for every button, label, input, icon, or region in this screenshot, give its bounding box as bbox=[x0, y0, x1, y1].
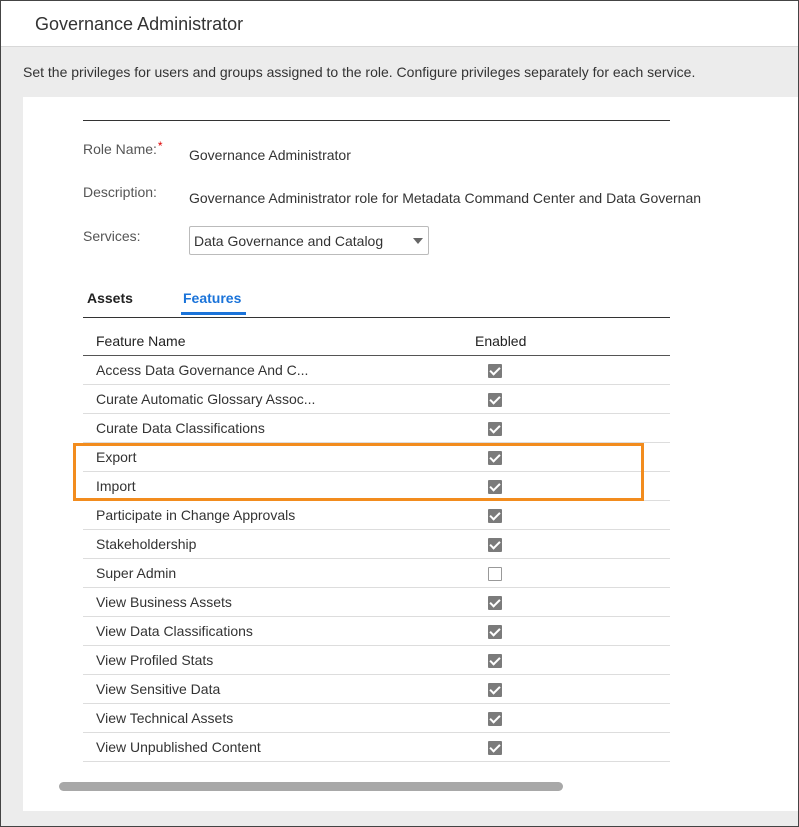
active-tab-indicator bbox=[181, 312, 246, 315]
feature-name: Super Admin bbox=[96, 565, 177, 581]
table-row bbox=[83, 675, 670, 704]
table-row bbox=[83, 559, 670, 588]
features-table bbox=[83, 325, 670, 762]
table-row bbox=[83, 617, 670, 646]
enabled-checkbox[interactable] bbox=[488, 654, 502, 668]
table-row bbox=[83, 588, 670, 617]
feature-name: View Sensitive Data bbox=[96, 681, 221, 697]
horizontal-scrollbar[interactable] bbox=[59, 782, 563, 791]
feature-name: View Data Classifications bbox=[96, 623, 253, 639]
services-selected-value: Data Governance and Catalog bbox=[194, 233, 384, 249]
role-name-label: Role Name:* bbox=[83, 139, 163, 157]
feature-name: Export bbox=[96, 449, 137, 465]
enabled-checkbox[interactable] bbox=[488, 422, 502, 436]
column-header-enabled[interactable]: Enabled bbox=[475, 333, 527, 349]
enabled-checkbox[interactable] bbox=[488, 596, 502, 610]
table-row bbox=[83, 472, 670, 501]
feature-name: Stakeholdership bbox=[96, 536, 197, 552]
enabled-checkbox[interactable] bbox=[488, 683, 502, 697]
table-row bbox=[83, 443, 670, 472]
enabled-checkbox[interactable] bbox=[488, 712, 502, 726]
table-row bbox=[83, 414, 670, 443]
role-name-value: Governance Administrator bbox=[189, 147, 351, 163]
description-label: Description: bbox=[83, 184, 157, 200]
table-row bbox=[83, 646, 670, 675]
table-header bbox=[83, 325, 670, 356]
enabled-checkbox[interactable] bbox=[488, 364, 502, 378]
tab-features[interactable]: Features bbox=[183, 290, 242, 306]
feature-name: View Technical Assets bbox=[96, 710, 234, 726]
title-bar bbox=[1, 1, 798, 47]
feature-name: Curate Data Classifications bbox=[96, 420, 265, 436]
feature-name: View Profiled Stats bbox=[96, 652, 214, 668]
enabled-checkbox[interactable] bbox=[488, 625, 502, 639]
enabled-checkbox[interactable] bbox=[488, 567, 502, 581]
feature-name: Participate in Change Approvals bbox=[96, 507, 296, 523]
table-row bbox=[83, 385, 670, 414]
table-row bbox=[83, 501, 670, 530]
divider bbox=[83, 120, 670, 121]
role-panel bbox=[23, 97, 798, 811]
table-row bbox=[83, 530, 670, 559]
enabled-checkbox[interactable] bbox=[488, 538, 502, 552]
table-row bbox=[83, 733, 670, 762]
enabled-checkbox[interactable] bbox=[488, 480, 502, 494]
feature-name: View Unpublished Content bbox=[96, 739, 261, 755]
required-marker: * bbox=[157, 139, 163, 153]
enabled-checkbox[interactable] bbox=[488, 393, 502, 407]
tab-assets[interactable]: Assets bbox=[87, 290, 133, 306]
enabled-checkbox[interactable] bbox=[488, 741, 502, 755]
enabled-checkbox[interactable] bbox=[488, 509, 502, 523]
chevron-down-icon[interactable] bbox=[413, 238, 423, 244]
instructions-text: Set the privileges for users and groups assigned to the role. Configure privileges separately for each service. bbox=[23, 64, 696, 80]
divider bbox=[83, 317, 670, 318]
enabled-checkbox[interactable] bbox=[488, 451, 502, 465]
table-row bbox=[83, 704, 670, 733]
services-label: Services: bbox=[83, 228, 141, 244]
column-header-feature-name[interactable]: Feature Name bbox=[96, 333, 186, 349]
feature-name: Import bbox=[96, 478, 136, 494]
feature-name: Curate Automatic Glossary Assoc... bbox=[96, 391, 316, 407]
description-value: Governance Administrator role for Metadata Command Center and Data Governan bbox=[189, 190, 702, 206]
page-title: Governance Administrator bbox=[35, 14, 244, 34]
services-dropdown[interactable] bbox=[189, 226, 429, 255]
feature-name: View Business Assets bbox=[96, 594, 232, 610]
feature-name: Access Data Governance And C... bbox=[96, 362, 309, 378]
table-row bbox=[83, 356, 670, 385]
